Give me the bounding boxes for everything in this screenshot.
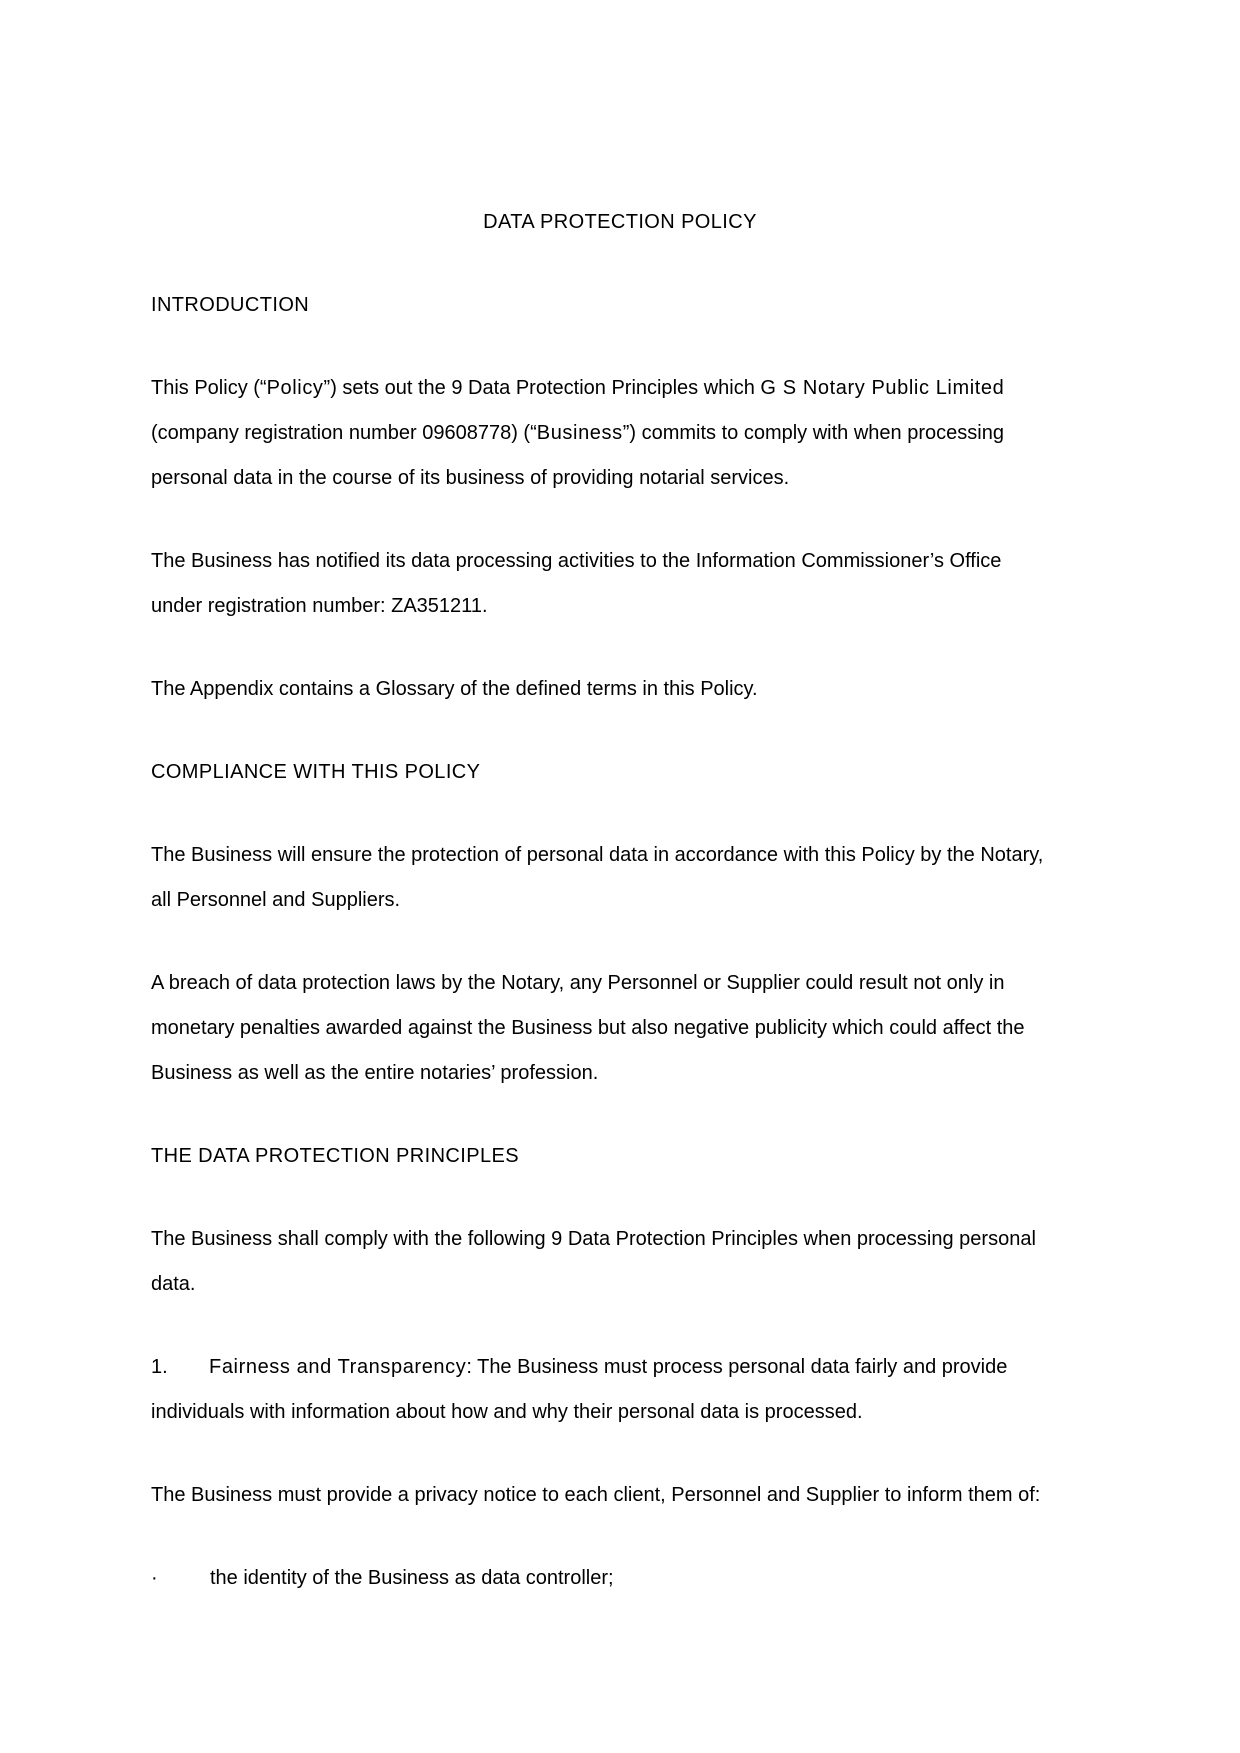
defined-term-policy: Policy <box>266 377 324 399</box>
compliance-paragraph-1-line-1: The Business will ensure the protection of personal data in accordance with this Policy by the Notary, <box>151 844 1044 866</box>
defined-term-business: Business <box>536 422 623 444</box>
compliance-heading: COMPLIANCE WITH THIS POLICY <box>151 761 481 783</box>
document-title: DATA PROTECTION POLICY <box>483 211 757 233</box>
principles-heading: THE DATA PROTECTION PRINCIPLES <box>151 1145 519 1167</box>
intro-paragraph-1-line-1: This Policy (“Policy”) sets out the 9 Data Protection Principles which G S Notary Public Limited <box>151 377 1005 399</box>
company-name: G S Notary Public Limited <box>760 377 1005 399</box>
compliance-paragraph-2-line-2: monetary penalties awarded against the Business but also negative publicity which could affect the <box>151 1017 1025 1039</box>
principle-1-term: Fairness and Transparency <box>209 1356 467 1378</box>
intro-paragraph-1-line-3: personal data in the course of its business of providing notarial services. <box>151 467 790 489</box>
principle-1-line-2: individuals with information about how and why their personal data is processed. <box>151 1401 863 1423</box>
privacy-notice-paragraph: The Business must provide a privacy notice to each client, Personnel and Supplier to inform them of: <box>151 1484 1041 1506</box>
principle-1-line-1: 1. Fairness and Transparency: The Business must process personal data fairly and provide <box>151 1356 1008 1378</box>
compliance-paragraph-2-line-1: A breach of data protection laws by the Notary, any Personnel or Supplier could result not only in <box>151 972 1005 994</box>
compliance-paragraph-2-line-3: Business as well as the entire notaries’ profession. <box>151 1062 599 1084</box>
intro-paragraph-2-line-2: under registration number: ZA351211. <box>151 595 488 617</box>
intro-paragraph-2-line-1: The Business has notified its data processing activities to the Information Commissioner’s Office <box>151 550 1002 572</box>
principles-intro-line-2: data. <box>151 1273 196 1295</box>
bullet-item-1 <box>151 1566 614 1590</box>
principle-1-number: 1. <box>151 1356 168 1378</box>
bullet-marker: · <box>151 1567 158 1589</box>
compliance-paragraph-1-line-2: all Personnel and Suppliers. <box>151 889 401 911</box>
introduction-heading: INTRODUCTION <box>151 294 310 316</box>
bullet-item-text: the identity of the Business as data controller; <box>210 1567 614 1589</box>
intro-paragraph-1-line-2: (company registration number 09608778) (“Business”) commits to comply with when processing <box>151 422 1004 444</box>
intro-paragraph-3: The Appendix contains a Glossary of the defined terms in this Policy. <box>151 678 758 700</box>
principles-intro-line-1: The Business shall comply with the following 9 Data Protection Principles when processing personal <box>151 1228 1036 1250</box>
